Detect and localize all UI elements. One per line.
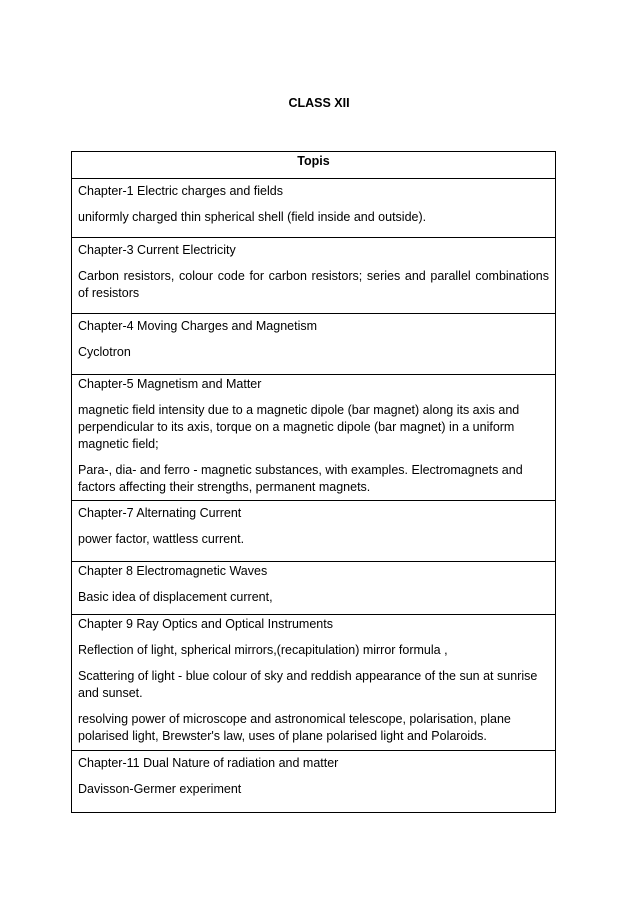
topic-text: resolving power of microscope and astronomical telescope, polarisation, plane polarised light, Brewster's law, uses of plane polarised light and Polaroids.: [78, 712, 511, 743]
topic-text: Para-, dia- and ferro - magnetic substances, with examples. Electromagnets and factors affecting their strengths, permanent magnets.: [78, 463, 523, 494]
topics-table: [71, 151, 556, 813]
chapter-title: Chapter-5 Magnetism and Matter: [78, 377, 262, 391]
table-row: [72, 375, 555, 501]
topic-text: Carbon resistors, colour code for carbon resistors; series and parallel combinations of resistors: [78, 269, 549, 300]
topic-text: Davisson-Germer experiment: [78, 782, 242, 796]
topic-text: uniformly charged thin spherical shell (field inside and outside).: [78, 210, 427, 224]
chapter-title: Chapter-1 Electric charges and fields: [78, 184, 283, 198]
topic-text: Basic idea of displacement current,: [78, 590, 273, 604]
table-row: [72, 179, 555, 238]
table-row: [72, 562, 555, 615]
chapter-title: Chapter-4 Moving Charges and Magnetism: [78, 319, 318, 333]
table-row: [72, 751, 555, 812]
table-row: [72, 501, 555, 562]
chapter-title: Chapter 8 Electromagnetic Waves: [78, 564, 268, 578]
table-row: [72, 314, 555, 375]
chapter-title: Chapter-7 Alternating Current: [78, 506, 242, 520]
topic-text: Reflection of light, spherical mirrors,(recapitulation) mirror formula ,: [78, 643, 448, 657]
chapter-title: Chapter-3 Current Electricity: [78, 243, 236, 257]
table-row: [72, 615, 555, 751]
topic-text: magnetic field intensity due to a magnetic dipole (bar magnet) along its axis and perpendicular to its axis, torque on a magnetic dipole (bar magnet) in a uniform magnetic field;: [78, 403, 520, 451]
topic-text: Cyclotron: [78, 345, 131, 359]
table-row: [72, 238, 555, 314]
chapter-title: Chapter-11 Dual Nature of radiation and matter: [78, 756, 339, 770]
chapter-title: Chapter 9 Ray Optics and Optical Instruments: [78, 617, 333, 631]
page-title: CLASS XII: [288, 96, 350, 110]
topic-text: power factor, wattless current.: [78, 532, 245, 546]
table-header: Topis: [72, 152, 555, 179]
topic-text: Scattering of light - blue colour of sky and reddish appearance of the sun at sunrise and sunset.: [78, 669, 538, 700]
